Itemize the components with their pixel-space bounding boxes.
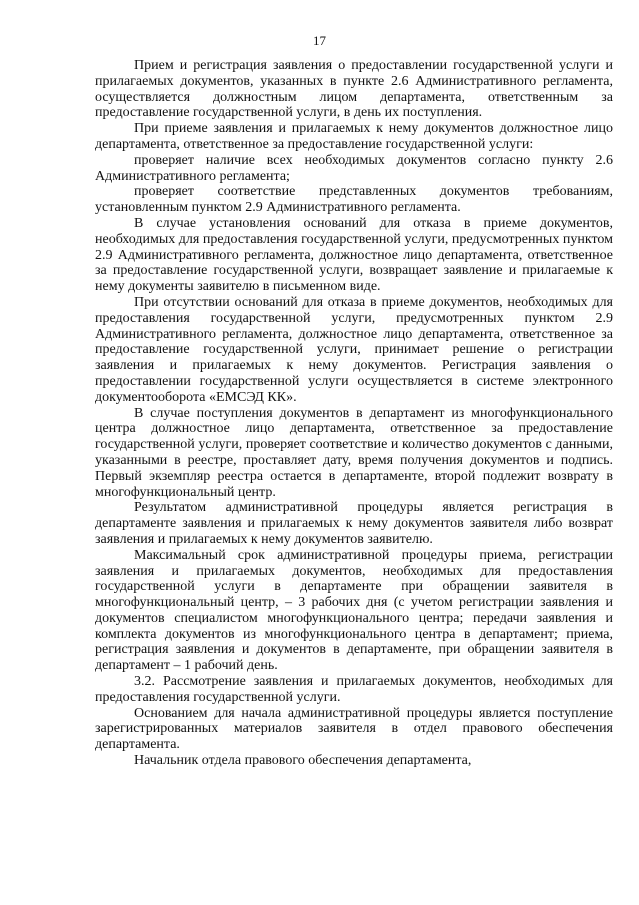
paragraph-8: Результатом административной процедуры является регистрация в департаменте заявления и прилагаемых к нему документов заявителя либо возврат заявления и прилагаемых к нему документов заявителю.	[95, 500, 613, 547]
paragraph-7: В случае поступления документов в департамент из многофункционального центра должностное лицо департамента, ответственное за предоставление государственной услуги, проверяет соответствие и количество документов с данными, указанными в реестре, проставляет дату, время получения документов и подпись. Первый экземпляр реестра остается в департаменте, второй подлежит возврату в многофункциональный центр.	[95, 405, 613, 500]
paragraph-6: При отсутствии оснований для отказа в приеме документов, необходимых для предоставления государственной услуги, предусмотренных пунктом 2.9 Административного регламента, должностное лицо департамента, ответственное за предоставление государственной услуги, принимает решение о регистрации заявления и прилагаемых к нему документов. Регистрация заявления о предоставлении государственной услуги осуществляется в системе электронного документооборота «ЕМСЭД КК».	[95, 294, 613, 405]
section-heading-3-2: 3.2. Рассмотрение заявления и прилагаемых документов, необходимых для предоставления государственной услуги.	[95, 674, 613, 705]
paragraph-4: проверяет соответствие представленных документов требованиям, установленным пунктом 2.9 Административного регламента.	[95, 184, 613, 216]
paragraph-2: При приеме заявления и прилагаемых к нему документов должностное лицо департамента, ответственное за предоставление государственной услуги:	[95, 121, 613, 152]
paragraph-11: Начальник отдела правового обеспечения департамента,	[134, 753, 472, 769]
paragraph-5: В случае установления оснований для отказа в приеме документов, необходимых для предоставления государственной услуги, предусмотренных пунктом 2.9 Административного регламента, должностное лицо департамента, ответственное за предоставление государственной услуги, возвращает заявление и прилагаемые к нему документы заявителю в письменном виде.	[95, 215, 613, 295]
document-body	[95, 58, 613, 769]
paragraph-10: Основанием для начала административной процедуры является поступление зарегистрированных материалов заявителя в отдел правового обеспечения департамента.	[95, 705, 613, 753]
paragraph-3: проверяет наличие всех необходимых документов согласно пункту 2.6 Административного регламента;	[95, 152, 613, 184]
paragraph-9: Максимальный срок административной процедуры приема, регистрации заявления и прилагаемых документов, необходимых для предоставления государственной услуги в департаменте при обращении заявителя в многофункциональный центр, – 3 рабочих дня (с учетом регистрации заявления и документов специалистом многофункционального центра; передачи заявления и комплекта документов из многофункционального центра в департамент; приема, регистрация заявления и документов в департаменте, при обращении заявителя в департамент – 1 рабочий день.	[95, 547, 613, 674]
page-number: 17	[313, 33, 326, 48]
paragraph-1: Прием и регистрация заявления о предоставлении государственной услуги и прилагаемых документов, указанных в пункте 2.6 Административного регламента, осуществляется должностным лицом департамента, ответственным за предоставление государственной услуги, в день их поступления.	[95, 58, 613, 121]
